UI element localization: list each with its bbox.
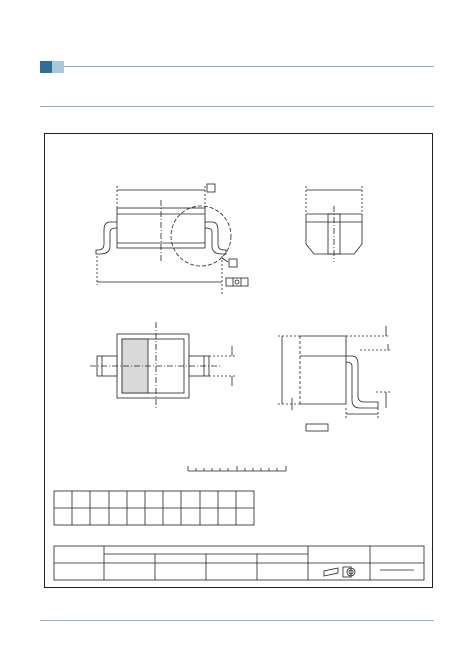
outline-version-table xyxy=(54,546,424,580)
end-view xyxy=(306,186,362,262)
side-view xyxy=(96,184,248,295)
detail-view xyxy=(278,326,392,431)
dimension-table xyxy=(54,491,254,525)
scale-bar xyxy=(188,466,286,471)
footer-rule xyxy=(40,620,434,621)
top-view xyxy=(90,322,236,408)
